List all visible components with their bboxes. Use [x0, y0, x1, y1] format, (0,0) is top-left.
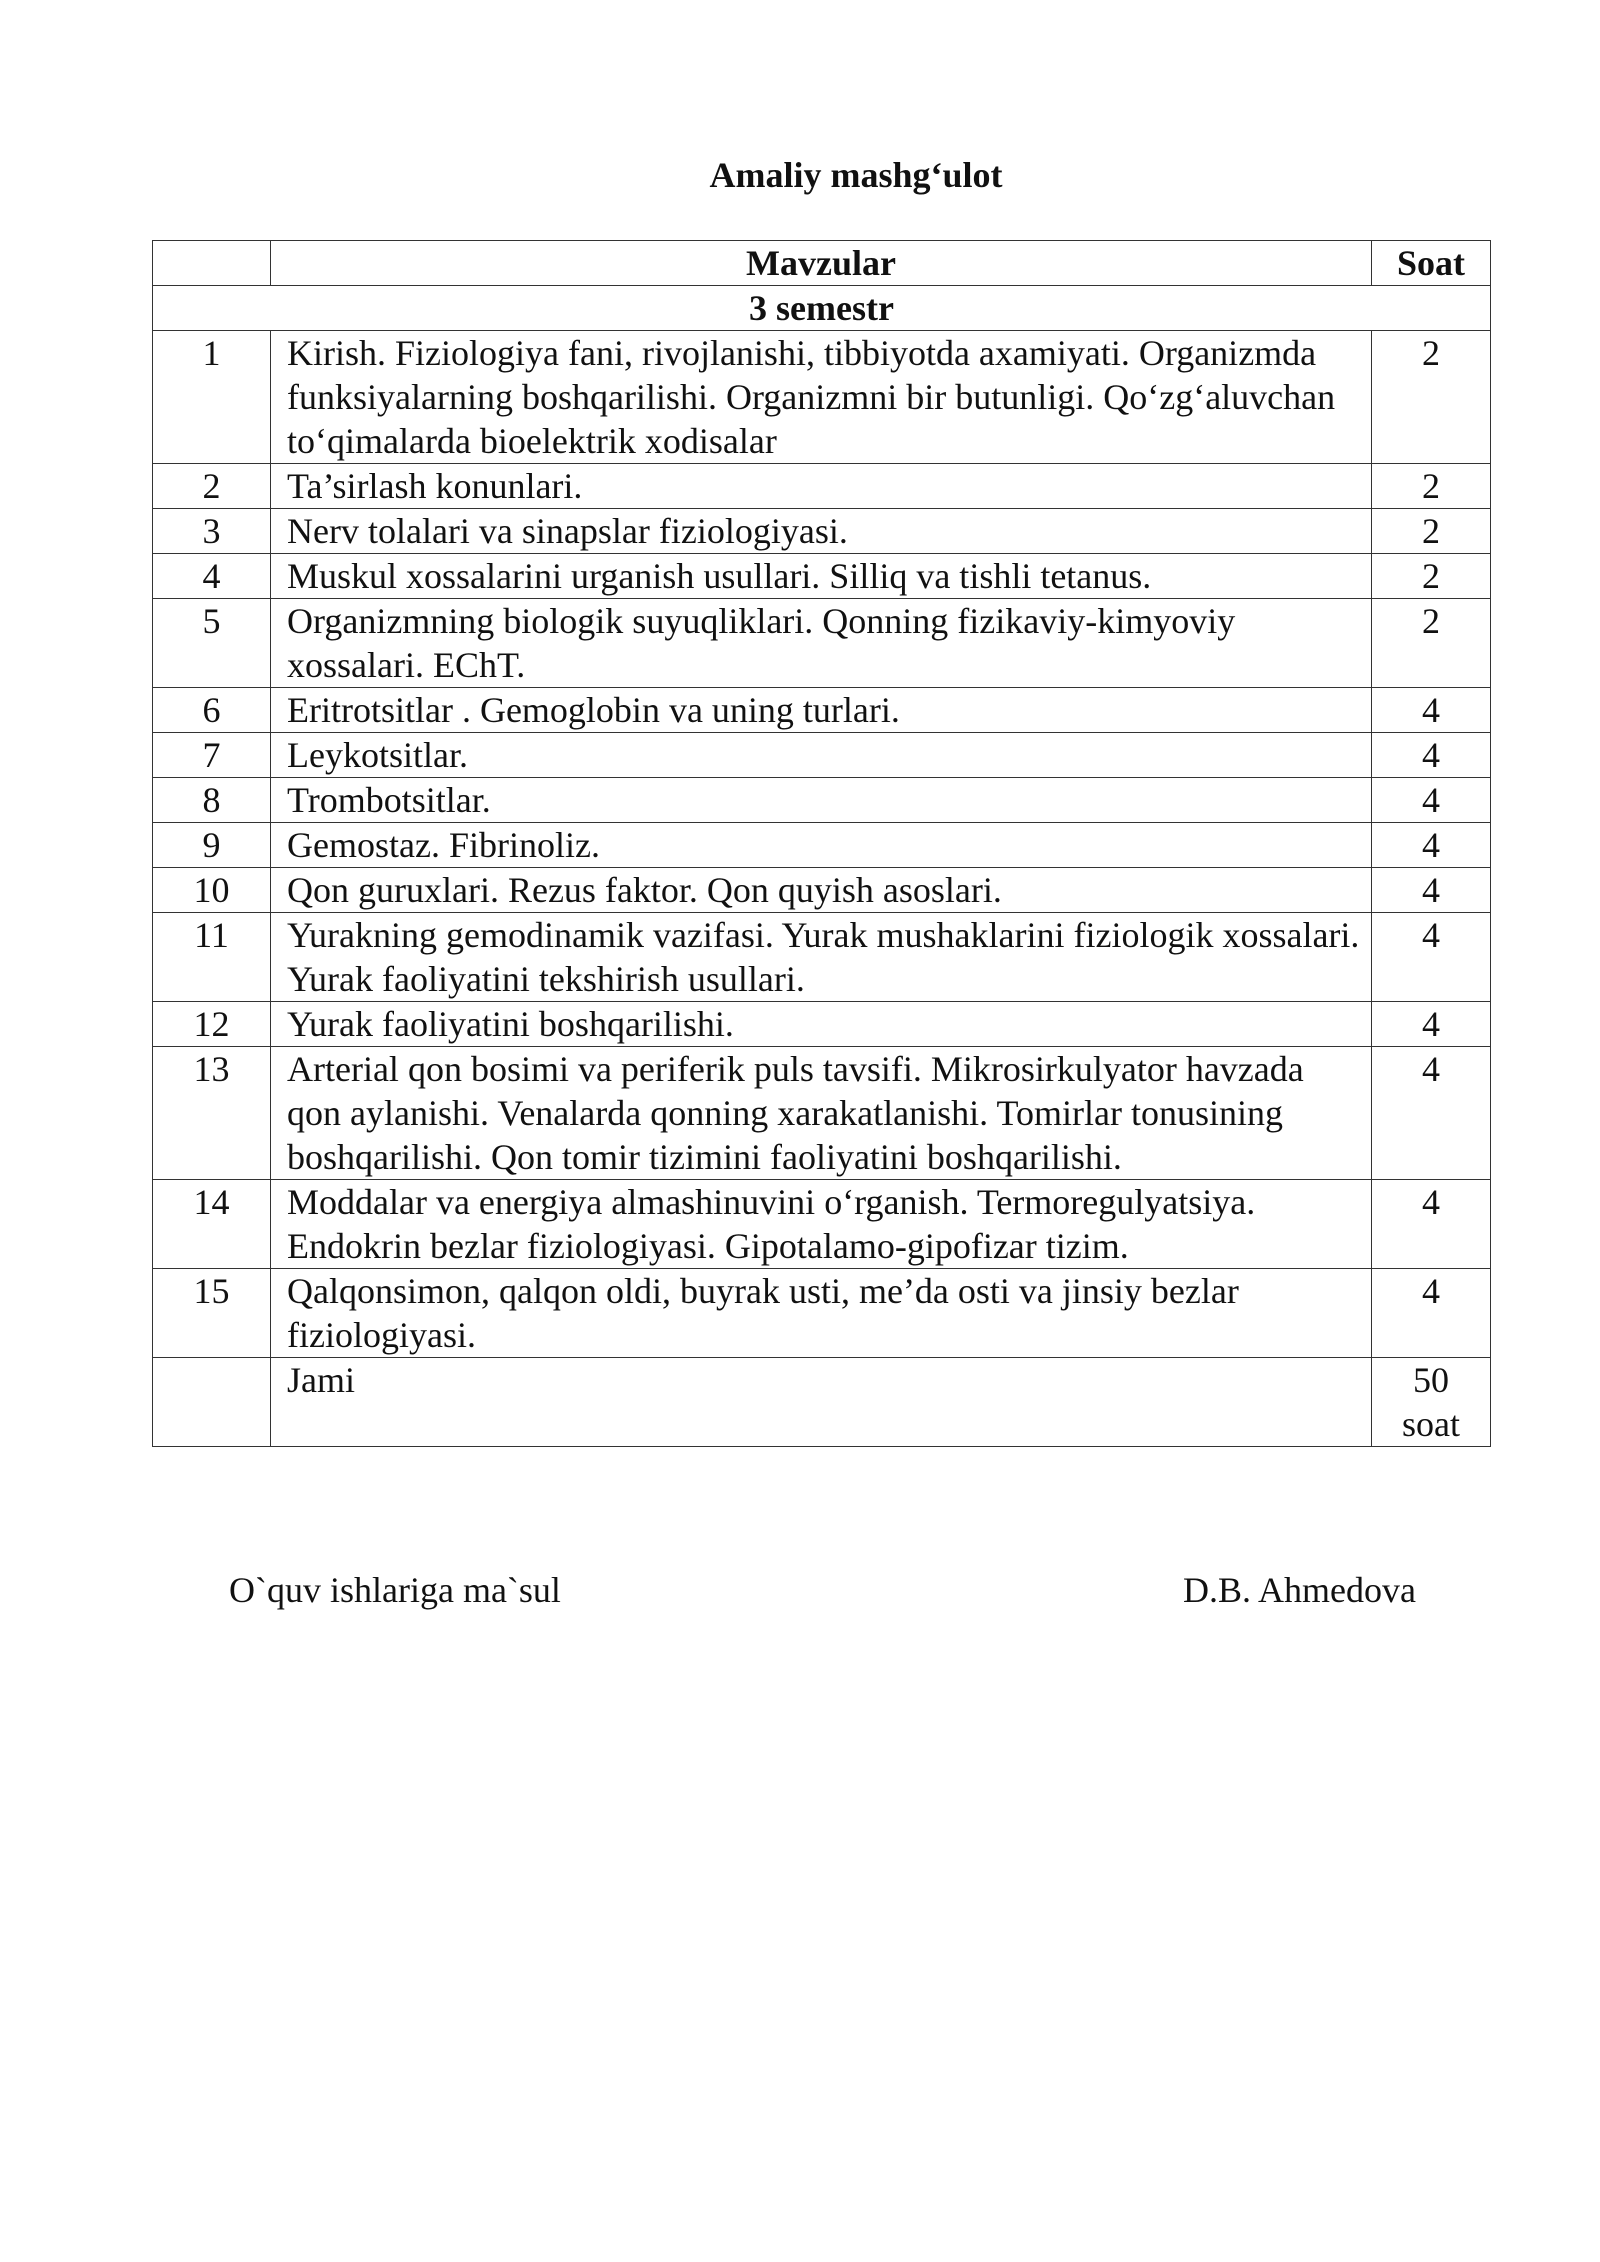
row-hours: 4 — [1372, 1002, 1491, 1047]
row-number: 8 — [153, 778, 271, 823]
table-row — [153, 778, 1491, 823]
table-row — [153, 509, 1491, 554]
row-number: 4 — [153, 554, 271, 599]
row-hours: 4 — [1372, 913, 1491, 1002]
row-hours: 4 — [1372, 1269, 1491, 1358]
header-hours: Soat — [1372, 241, 1491, 286]
table-row — [153, 1180, 1491, 1269]
table-row — [153, 868, 1491, 913]
row-hours: 4 — [1372, 823, 1491, 868]
total-hours — [1372, 1358, 1491, 1447]
table-row — [153, 688, 1491, 733]
row-number: 15 — [153, 1269, 271, 1358]
row-number: 14 — [153, 1180, 271, 1269]
table-row — [153, 331, 1491, 464]
row-hours: 4 — [1372, 868, 1491, 913]
row-number: 3 — [153, 509, 271, 554]
semester-label: 3 semestr — [153, 286, 1491, 331]
table-row — [153, 913, 1491, 1002]
table-row — [153, 823, 1491, 868]
row-number: 12 — [153, 1002, 271, 1047]
row-topic: Arterial qon bosimi va periferik puls tavsifi. Mikrosirkulyator havzada qon aylanishi. Venalarda qonning xarakatlanishi. Tomirlar tonusining boshqarilishi. Qon tomir tizimini faoliyatini boshqarilishi. — [271, 1047, 1372, 1180]
row-number: 9 — [153, 823, 271, 868]
semester-row — [153, 286, 1491, 331]
table-row — [153, 1002, 1491, 1047]
row-number: 13 — [153, 1047, 271, 1180]
row-number: 1 — [153, 331, 271, 464]
table-row — [153, 733, 1491, 778]
row-topic: Yurakning gemodinamik vazifasi. Yurak mushaklarini fiziologik xossalari. Yurak faoliyatini tekshirish usullari. — [271, 913, 1372, 1002]
row-topic: Nerv tolalari va sinapslar fiziologiyasi. — [271, 509, 1372, 554]
row-topic: Yurak faoliyatini boshqarilishi. — [271, 1002, 1372, 1047]
row-hours: 2 — [1372, 509, 1491, 554]
row-topic: Qalqonsimon, qalqon oldi, buyrak usti, me’da osti va jinsiy bezlar fiziologiyasi. — [271, 1269, 1372, 1358]
row-topic: Trombotsitlar. — [271, 778, 1372, 823]
row-hours: 2 — [1372, 554, 1491, 599]
table-row — [153, 599, 1491, 688]
total-row — [153, 1358, 1491, 1447]
table-row — [153, 554, 1491, 599]
row-topic: Moddalar va energiya almashinuvini o‘rganish. Termoregulyatsiya. Endokrin bezlar fiziologiyasi. Gipotalamo-gipofizar tizim. — [271, 1180, 1372, 1269]
row-hours: 2 — [1372, 331, 1491, 464]
row-hours: 2 — [1372, 464, 1491, 509]
row-hours: 4 — [1372, 688, 1491, 733]
footer-role: O`quv ishlariga ma`sul — [229, 1570, 561, 1610]
row-number: 10 — [153, 868, 271, 913]
schedule-table — [152, 240, 1491, 1447]
row-topic: Kirish. Fiziologiya fani, rivojlanishi, tibbiyotda axamiyati. Organizmda funksiyalarning boshqarilishi. Organizmni bir butunligi. Qo‘zg‘aluvchan to‘qimalarda bioelektrik xodisalar — [271, 331, 1372, 464]
row-topic: Gemostaz. Fibrinoliz. — [271, 823, 1372, 868]
header-number-cell — [153, 241, 271, 286]
row-topic: Leykotsitlar. — [271, 733, 1372, 778]
table-row — [153, 1269, 1491, 1358]
total-number-cell — [153, 1358, 271, 1447]
total-hours-value: 50 — [1413, 1360, 1449, 1400]
footer-name: D.B. Ahmedova — [1183, 1570, 1416, 1610]
row-number: 6 — [153, 688, 271, 733]
row-number: 7 — [153, 733, 271, 778]
row-topic: Eritrotsitlar . Gemoglobin va uning turlari. — [271, 688, 1372, 733]
row-hours: 2 — [1372, 599, 1491, 688]
total-hours-unit: soat — [1402, 1404, 1460, 1444]
row-topic: Organizmning biologik suyuqliklari. Qonning fizikaviy-kimyoviy xossalari. EChT. — [271, 599, 1372, 688]
row-topic: Qon guruxlari. Rezus faktor. Qon quyish asoslari. — [271, 868, 1372, 913]
row-hours: 4 — [1372, 1047, 1491, 1180]
row-number: 11 — [153, 913, 271, 1002]
row-number: 5 — [153, 599, 271, 688]
row-topic: Ta’sirlash konunlari. — [271, 464, 1372, 509]
total-label: Jami — [271, 1358, 1372, 1447]
header-topics: Mavzular — [271, 241, 1372, 286]
row-hours: 4 — [1372, 1180, 1491, 1269]
row-topic: Muskul xossalarini urganish usullari. Silliq va tishli tetanus. — [271, 554, 1372, 599]
row-hours: 4 — [1372, 778, 1491, 823]
row-number: 2 — [153, 464, 271, 509]
row-hours: 4 — [1372, 733, 1491, 778]
page-title: Amaliy mashg‘ulot — [709, 155, 1003, 195]
table-row — [153, 464, 1491, 509]
table-row — [153, 1047, 1491, 1180]
table-header-row — [153, 241, 1491, 286]
